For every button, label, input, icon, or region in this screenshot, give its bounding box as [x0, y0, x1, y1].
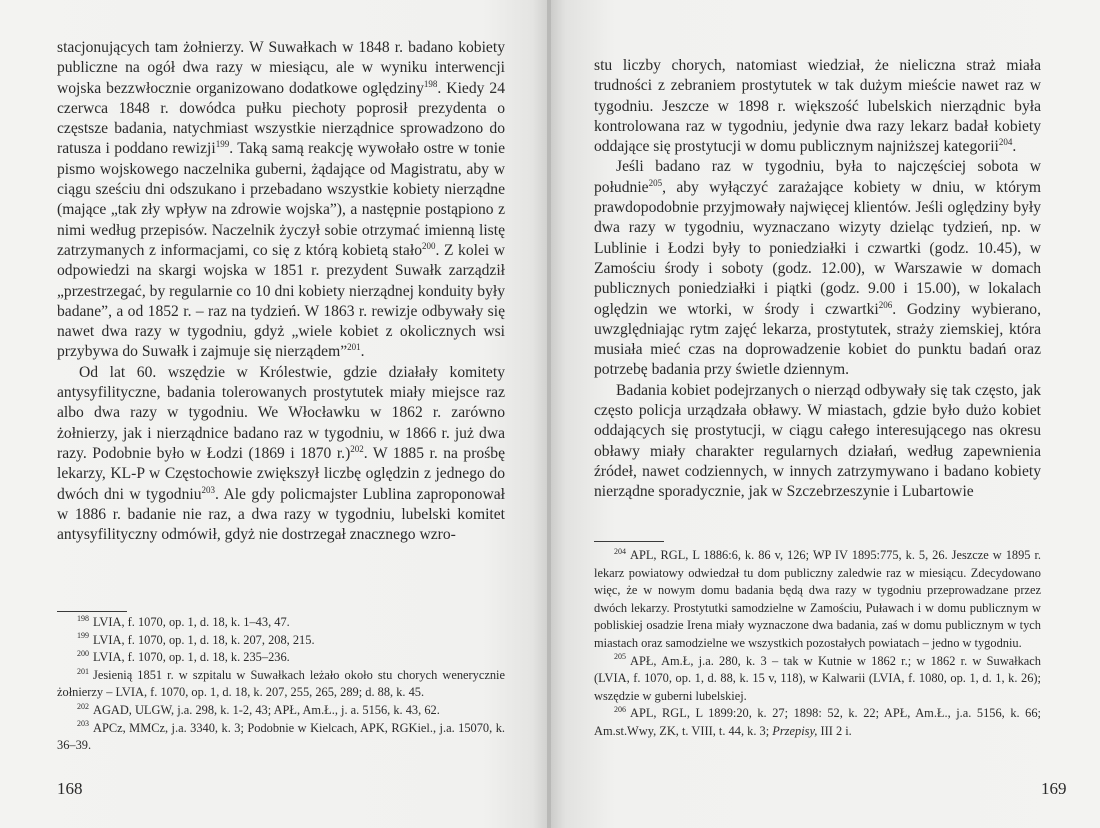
footnote — [57, 614, 505, 632]
text-run: III 2 i. — [817, 723, 852, 738]
footnote-number: 200 — [77, 649, 89, 659]
text-run: Badania kobiet podejrzanych o nierząd odbywały się tak często, jak często policja urządzała obławy. W miastach, gdzie było dużo kobiet oddających się prostytucji, w ciągu całego interesującego nas okresu obławy miały charakter regularnych działań, według zapewnienia źródeł, nawet codziennych, w innych zatrzymywano i badano kobiety nierządne sporadycznie, jak w Szczebrzeszynie i Lubartowie — [594, 381, 1041, 501]
text-run: Jeśli badano raz w tygodniu, była to najczęściej sobota w południe — [594, 158, 1041, 196]
footnote-reference[interactable]: 204 — [998, 137, 1013, 147]
footnote-number: 199 — [77, 631, 89, 641]
right-page — [549, 0, 1100, 828]
footnote — [594, 547, 1041, 653]
text-run: . W 1885 r. na prośbę lekarzy, KL-P w Częstochowie zwiększył liczbę oględzin z jednego do dwóch dni w tygodniu — [57, 444, 505, 503]
footnote-number: 201 — [77, 666, 89, 676]
footnote-number: 202 — [77, 701, 89, 711]
left-footnote-rule — [57, 611, 127, 612]
text-run: , aby wyłączyć zarażające kobiety w dniu, w którym prawdopodobnie przyjmowały najwięcej klientów. Jeśli oględziny były dwa razy w tygodniu, wyznaczano wizyty dzieląc tydzień, np. w Lublinie i Łodzi były to poniedziałki i czwartki (godz. 10.45), w Zamościu środy i soboty (godz. 12.00), w Warszawie w domach publicznych poniedziałki i piątki (godz. 9.00 i 15.00), w lokalach oględzin we wtorki, w środy i czwartki — [594, 178, 1041, 318]
footnote-reference[interactable]: 206 — [878, 299, 893, 310]
footnote-number: 205 — [614, 652, 626, 662]
footnote-reference[interactable]: 202 — [350, 443, 364, 454]
footnote-number: 204 — [614, 546, 626, 556]
footnote-number: 206 — [614, 705, 626, 715]
text-run: . Ale gdy policmajster Lublina zaproponował w 1886 r. badanie nie raz, a dwa razy w tygodniu, lubelski komitet antysyfilityczny odmówił, gdyż nie dostrzegał znacznego wzro- — [57, 485, 505, 544]
left-page — [0, 0, 549, 828]
footnote-number: 198 — [77, 613, 89, 623]
footnote-text: Jesienią 1851 r. w szpitalu w Suwałkach leżało około stu chorych wenerycznie żołnierzy – LVIA, f. 1070, op. 1, d. 18, k. 207, 255, 265, 289; d. 88, k. 45. — [57, 667, 505, 700]
footnote-text: AGAD, ULGW, j.a. 298, k. 1-2, 43; APŁ, Am.Ł., j. a. 5156, k. 43, 62. — [93, 702, 440, 717]
body-paragraph — [594, 381, 1041, 503]
text-run: stacjonujących tam żołnierzy. W Suwałkach w 1848 r. badano kobiety publiczne na ogół dwa razy w miesiącu, ale w wyniku interwencji wojska bezzwłocznie organizowano dodatkowe oględziny — [57, 39, 505, 97]
text-run: . — [360, 343, 365, 361]
footnote — [594, 653, 1041, 706]
footnote — [57, 667, 505, 702]
book-gutter — [547, 0, 551, 828]
text-run: . Taką samą reakcję wywołało ostre w tonie pismo wojskowego naczelnika guberni, żądające od Magistratu, aby w ciągu sześciu dni odszukano i przebadano wszystkie kobiety nierządne (mające „tak zły wpływ na zdrowie wojska”), a następnie postąpiono z nimi według przepisów. Naczelnik życzył sobie otrzymać imienną listę zatrzymanych z informacjami, co się z którą kobietą stało — [57, 140, 506, 259]
text-run: APL, RGL, L 1886:6, k. 86 v, 126; WP IV 1895:775, k. 5, 26. Jeszcze w 1895 r. lekarz powiatowy odwiedzał tu dom publiczny zaledwie raz w miesiącu. Zdecydowano więc, że w nowym domu badania będą dwa razy w tygodniu przeprowadzane przez dwóch lekarzy. Prostytutki samodzielne w Zamościu, Puławach i w domu publicznym w pobliskiej osadzie Irena miały wyznaczone dwa badania, zaś w domu publicznym w tych miastach oraz samodzielne we wszystkich pozostałych powiatach – jedno w tygodniu. — [594, 548, 1041, 650]
left-footnotes — [57, 614, 505, 755]
footnote-reference[interactable]: 200 — [422, 240, 436, 251]
body-paragraph — [594, 56, 1041, 157]
text-run: . Godziny wybierano, uwzględniając rytm zajęć lekarza, prostytutek, straży ziemskiej, która musiała mieć czas na doprowadzenie kobiet do punktu badań oraz potrzebę badania przy świetle dziennym. — [594, 300, 1041, 379]
text-run: APŁ, Am.Ł, j.a. 280, k. 3 – tak w Kutnie w 1862 r.; w 1862 r. w Suwałkach (LVIA, f. 1070, op. 1, d. 88, k. 15 v, 118), w Kalwarii (LVIA, f. 1080, op. 1, d. 1, k. 26); wszędzie w guberni lubelskiej. — [594, 653, 1041, 703]
left-page-number: 168 — [57, 779, 83, 798]
right-body-text — [594, 56, 1041, 503]
text-run: . — [1012, 138, 1017, 156]
right-footnotes — [594, 547, 1041, 741]
text-run: stu liczby chorych, natomiast wiedział, że nieliczna straż miała trudności z zebraniem prostytutek w tak dużym mieście nawet raz w tygodniu. Jeszcze w 1898 r. większość lubelskich nierządnic była kontrolowana raz w tygodniu, jedynie dwa razy lekarz badał kobiety oddające się prostytucji w domu publicznym najniższej kategorii — [594, 57, 1041, 156]
footnote-text: LVIA, f. 1070, op. 1, d. 18, k. 207, 208, 215. — [93, 632, 315, 647]
footnote-reference[interactable]: 198 — [423, 78, 438, 89]
body-paragraph — [594, 157, 1041, 380]
footnote-number: 203 — [77, 719, 89, 729]
text-run: APL, RGL, L 1899:20, k. 27; 1898: 52, k. 22; APŁ, Am.Ł., j.a. 5156, k. 66; Am.st.Wwy, ZK, t. VIII, t. 44, k. 3; — [594, 706, 1041, 738]
footnote — [57, 720, 505, 755]
footnote-reference[interactable]: 201 — [347, 342, 361, 353]
text-run: . Kiedy 24 czerwca 1848 r. dowódca pułku piechoty poprosił prezydenta o częstsze badania, natychmiast wszystkie nierządnice sprowadzono do ratusza i poddano rewizji — [57, 79, 505, 158]
body-paragraph — [57, 38, 505, 363]
right-footnote-rule — [594, 541, 664, 542]
footnote-reference[interactable]: 203 — [201, 484, 215, 495]
footnote-text: APCz, MMCz, j.a. 3340, k. 3; Podobnie w Kielcach, APK, RGKiel., j.a. 15070, k. 36–39. — [57, 720, 505, 753]
body-paragraph — [57, 363, 505, 546]
text-run: . Z kolei w odpowiedzi na skargi wojska w 1851 r. prezydent Suwałk zarządził „przestrzegać, by regularnie co 10 dni kobiety nierządnej konduity były badane”, a od 1852 r. – raz na tydzień. W 1863 r. rewizje odbywały się nawet dwa razy w tygodniu, gdyż „wiele kobiet z okolicznych wsi przybywa do Suwałk i zajmuje się nierządem” — [57, 241, 506, 361]
left-body-text — [57, 38, 505, 545]
text-run: Od lat 60. wszędzie w Królestwie, gdzie działały komitety antysyfilityczne, badania tolerowanych prostytutek miały miejsce raz albo dwa razy w tygodniu. We Włocławku w 1862 r. zarówno żołnierzy, jak i nierządnice badano raz w tygodniu, w 1866 r. już dwa razy. Podobnie było w Łodzi (1869 i 1870 r.) — [57, 363, 505, 462]
footnote-text: LVIA, f. 1070, op. 1, d. 18, k. 235–236. — [93, 650, 290, 665]
footnote-reference[interactable]: 199 — [215, 139, 230, 150]
footnote — [57, 702, 505, 720]
footnote — [594, 705, 1041, 740]
footnote-reference[interactable]: 205 — [648, 177, 663, 188]
footnote-text: LVIA, f. 1070, op. 1, d. 18, k. 1–43, 47. — [93, 615, 290, 629]
footnote — [57, 649, 505, 667]
italic-text-run: Przepisy, — [772, 723, 818, 738]
right-page-number: 169 — [1041, 779, 1067, 798]
footnote — [57, 632, 505, 650]
